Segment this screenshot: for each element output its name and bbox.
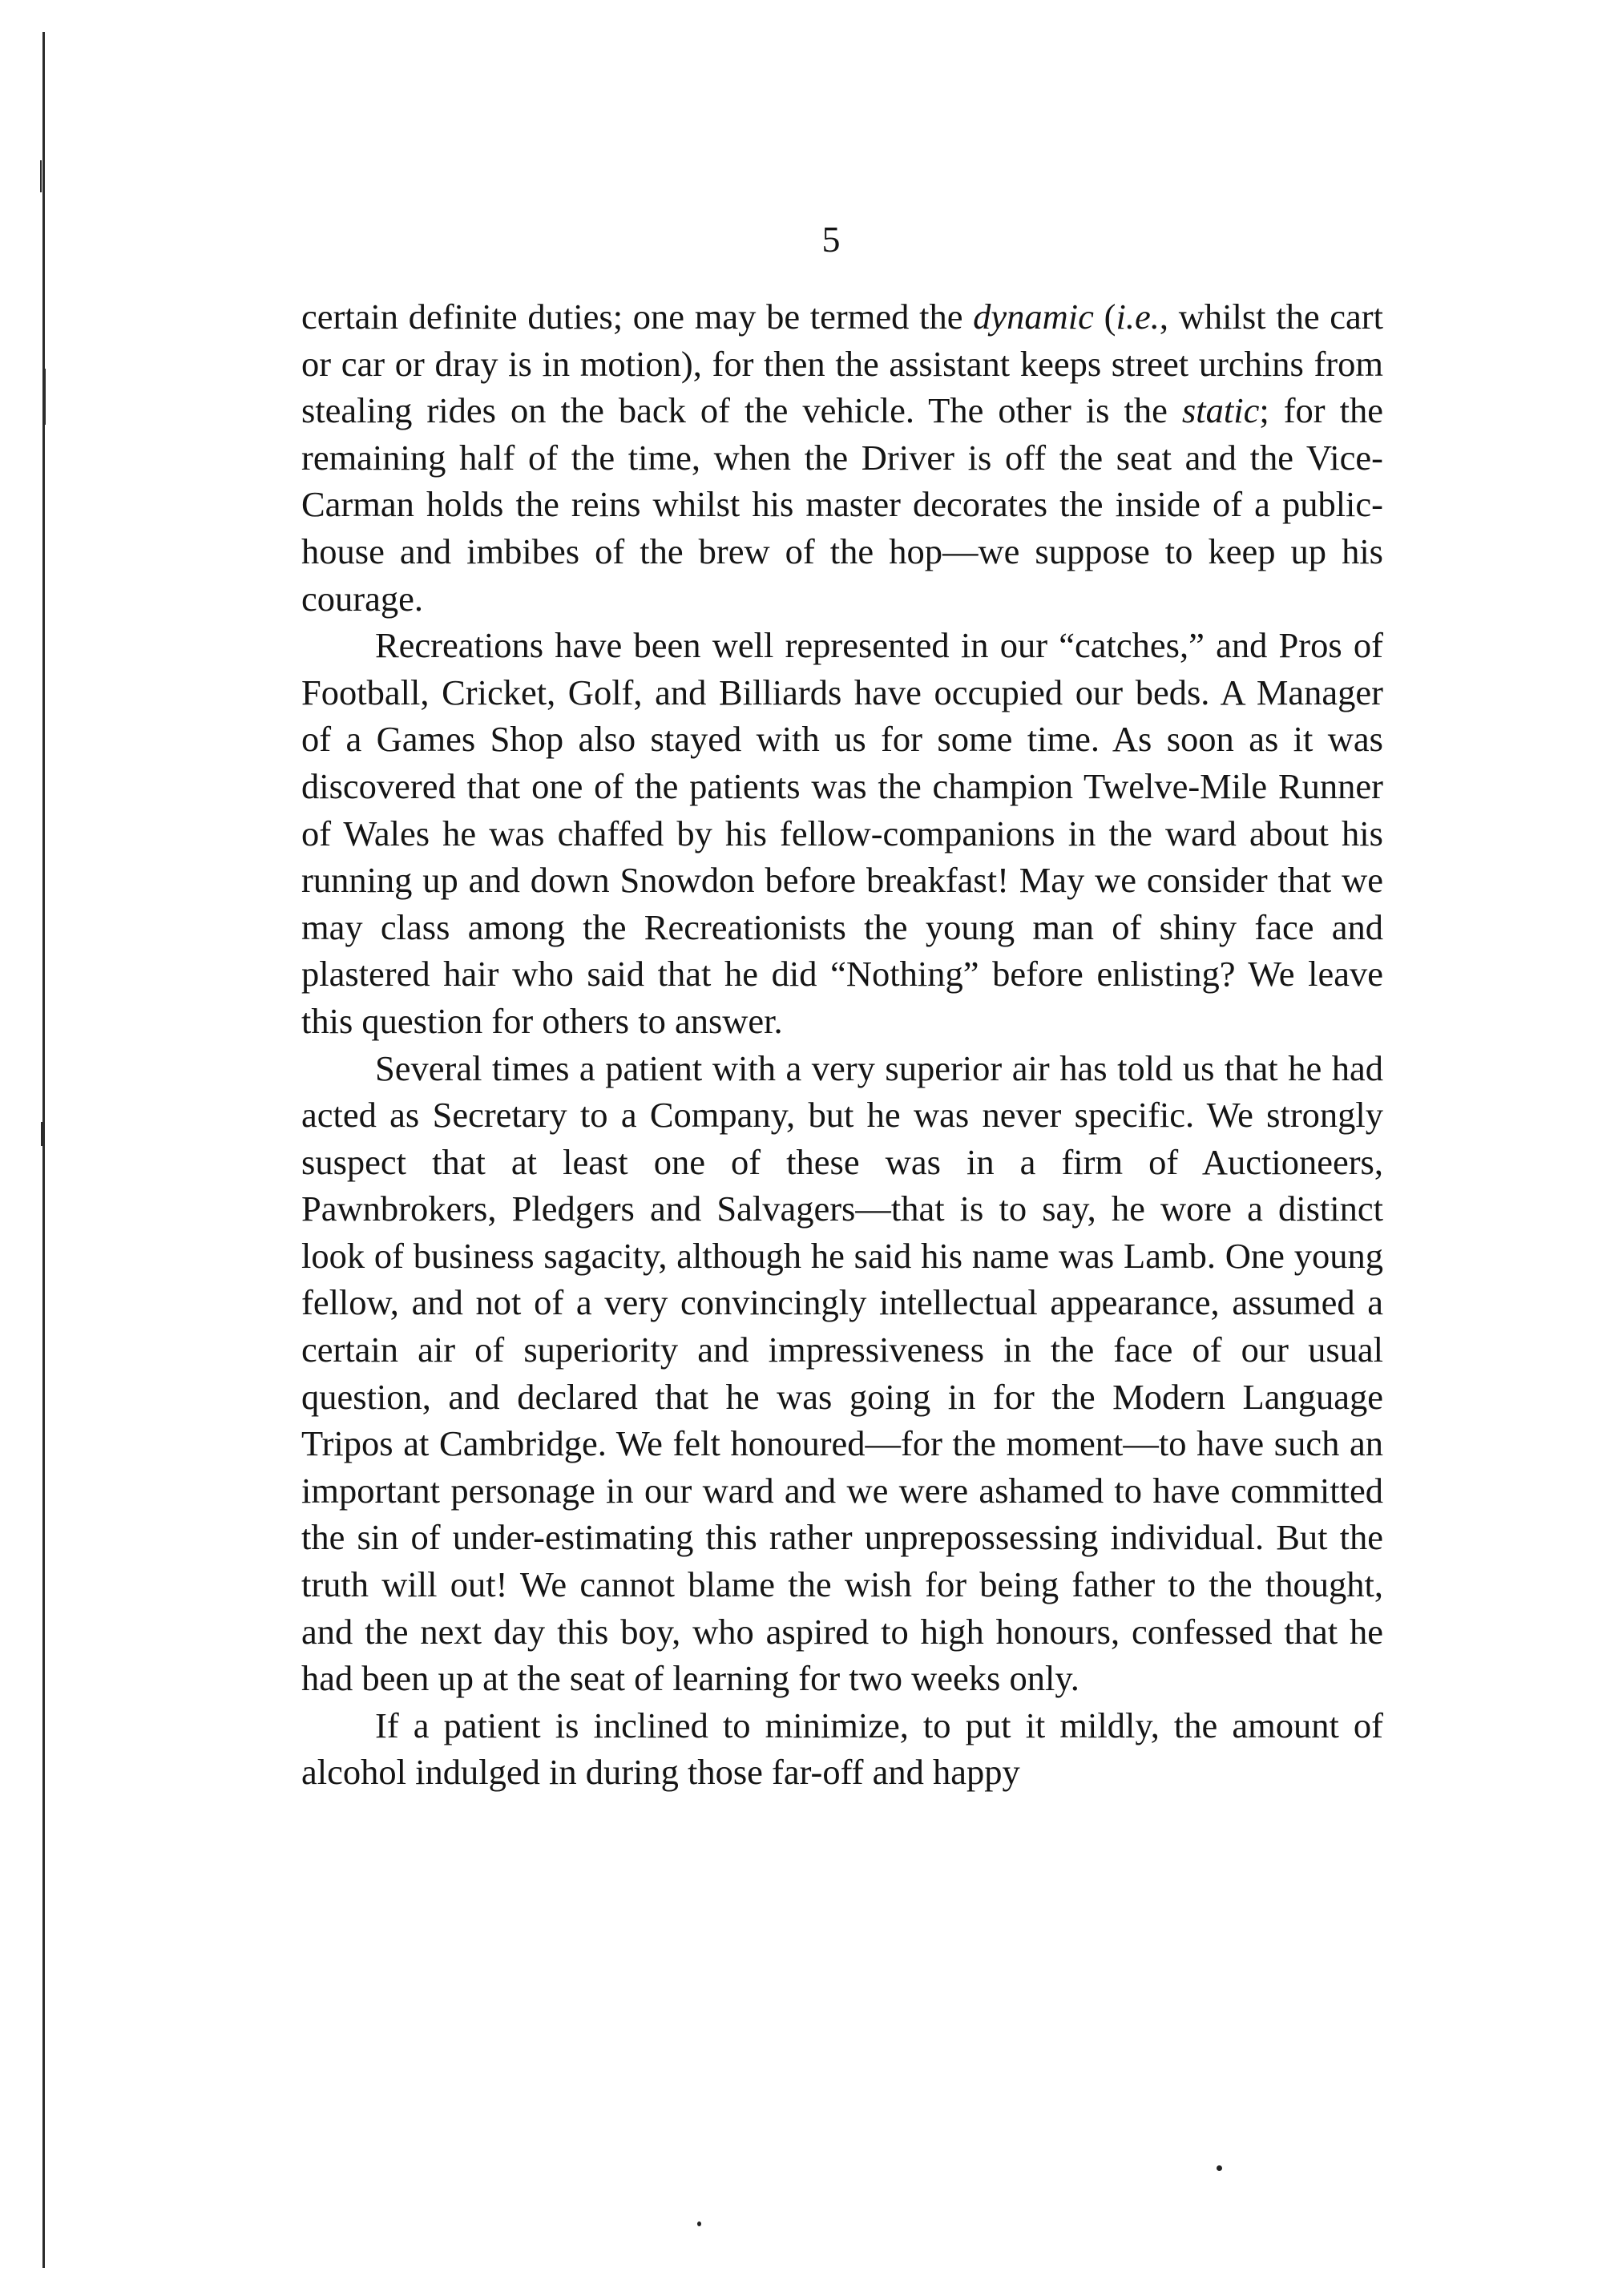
italic-text: static xyxy=(1181,390,1260,431)
paragraph xyxy=(301,293,1383,622)
text-run: ; for the remaining half of the time, when the Driver is off the seat and the Vice-Carman holds the reins whilst his master decorates the inside of a public-house and imbibes of the brew of the hop—we suppose to keep up his courage. xyxy=(301,390,1383,619)
body-text xyxy=(301,293,1383,1796)
paragraph xyxy=(301,1045,1383,1702)
text-run: ( xyxy=(1093,297,1116,337)
paragraph xyxy=(301,1702,1383,1796)
text-run: Recreations have been well represented in our “catches,” and Pros of Football, Cricket, Golf, and Billiards have occupied our beds. A Manager of a Games Shop also stayed with us for some time. As soon as it was discovered that one of the patients was the champion Twelve-Mile Runner of Wales he was chaffed by his fellow-companions in the ward about his running up and down Snowdon before breakfast! May we consider that we may class among the Recreationists the young man of shiny face and plastered hair who said that he did “Nothing” before enlisting? We leave this question for others to answer. xyxy=(301,625,1383,1041)
italic-text: i.e. xyxy=(1116,297,1160,337)
binding-edge xyxy=(40,32,48,2268)
paragraph xyxy=(301,622,1383,1044)
text-run: , whilst the cart or car or dray is in motion), for then the assistant keeps street urchins from stealing rides on the back of the vehicle. The other is the xyxy=(301,297,1383,431)
page-number: 5 xyxy=(821,219,841,260)
text-run: certain definite duties; one may be termed the xyxy=(301,297,974,337)
italic-text: dynamic xyxy=(973,297,1094,337)
scan-speck xyxy=(697,2221,701,2226)
text-run: If a patient is inclined to minimize, to put it mildly, the amount of alcohol indulged in during those far-off and happy xyxy=(301,1705,1383,1793)
scan-speck xyxy=(1217,2165,1222,2171)
text-run: Several times a patient with a very superior air has told us that he had acted as Secretary to a Company, but he was never specific. We strongly suspect that at least one of these was in a firm of Auctioneers, Pawnbrokers, Pledgers and Salvagers—that is to say, he wore a distinct look of business sagacity, although he said his name was Lamb. One young fellow, and not of a very convincingly intellectual appearance, assumed a certain air of superiority and impressiveness in the face of our usual question, and declared that he was going in for the Modern Language Tripos at Cambridge. We felt honoured—for the moment—to have such an important personage in our ward and we were ashamed to have committed the sin of under-estimating this rather unprepossessing individual. But the truth will out! We cannot blame the wish for being father to the thought, and the next day this boy, who aspired to high honours, confessed that he had been up at the seat of learning for two weeks only. xyxy=(301,1047,1383,1699)
